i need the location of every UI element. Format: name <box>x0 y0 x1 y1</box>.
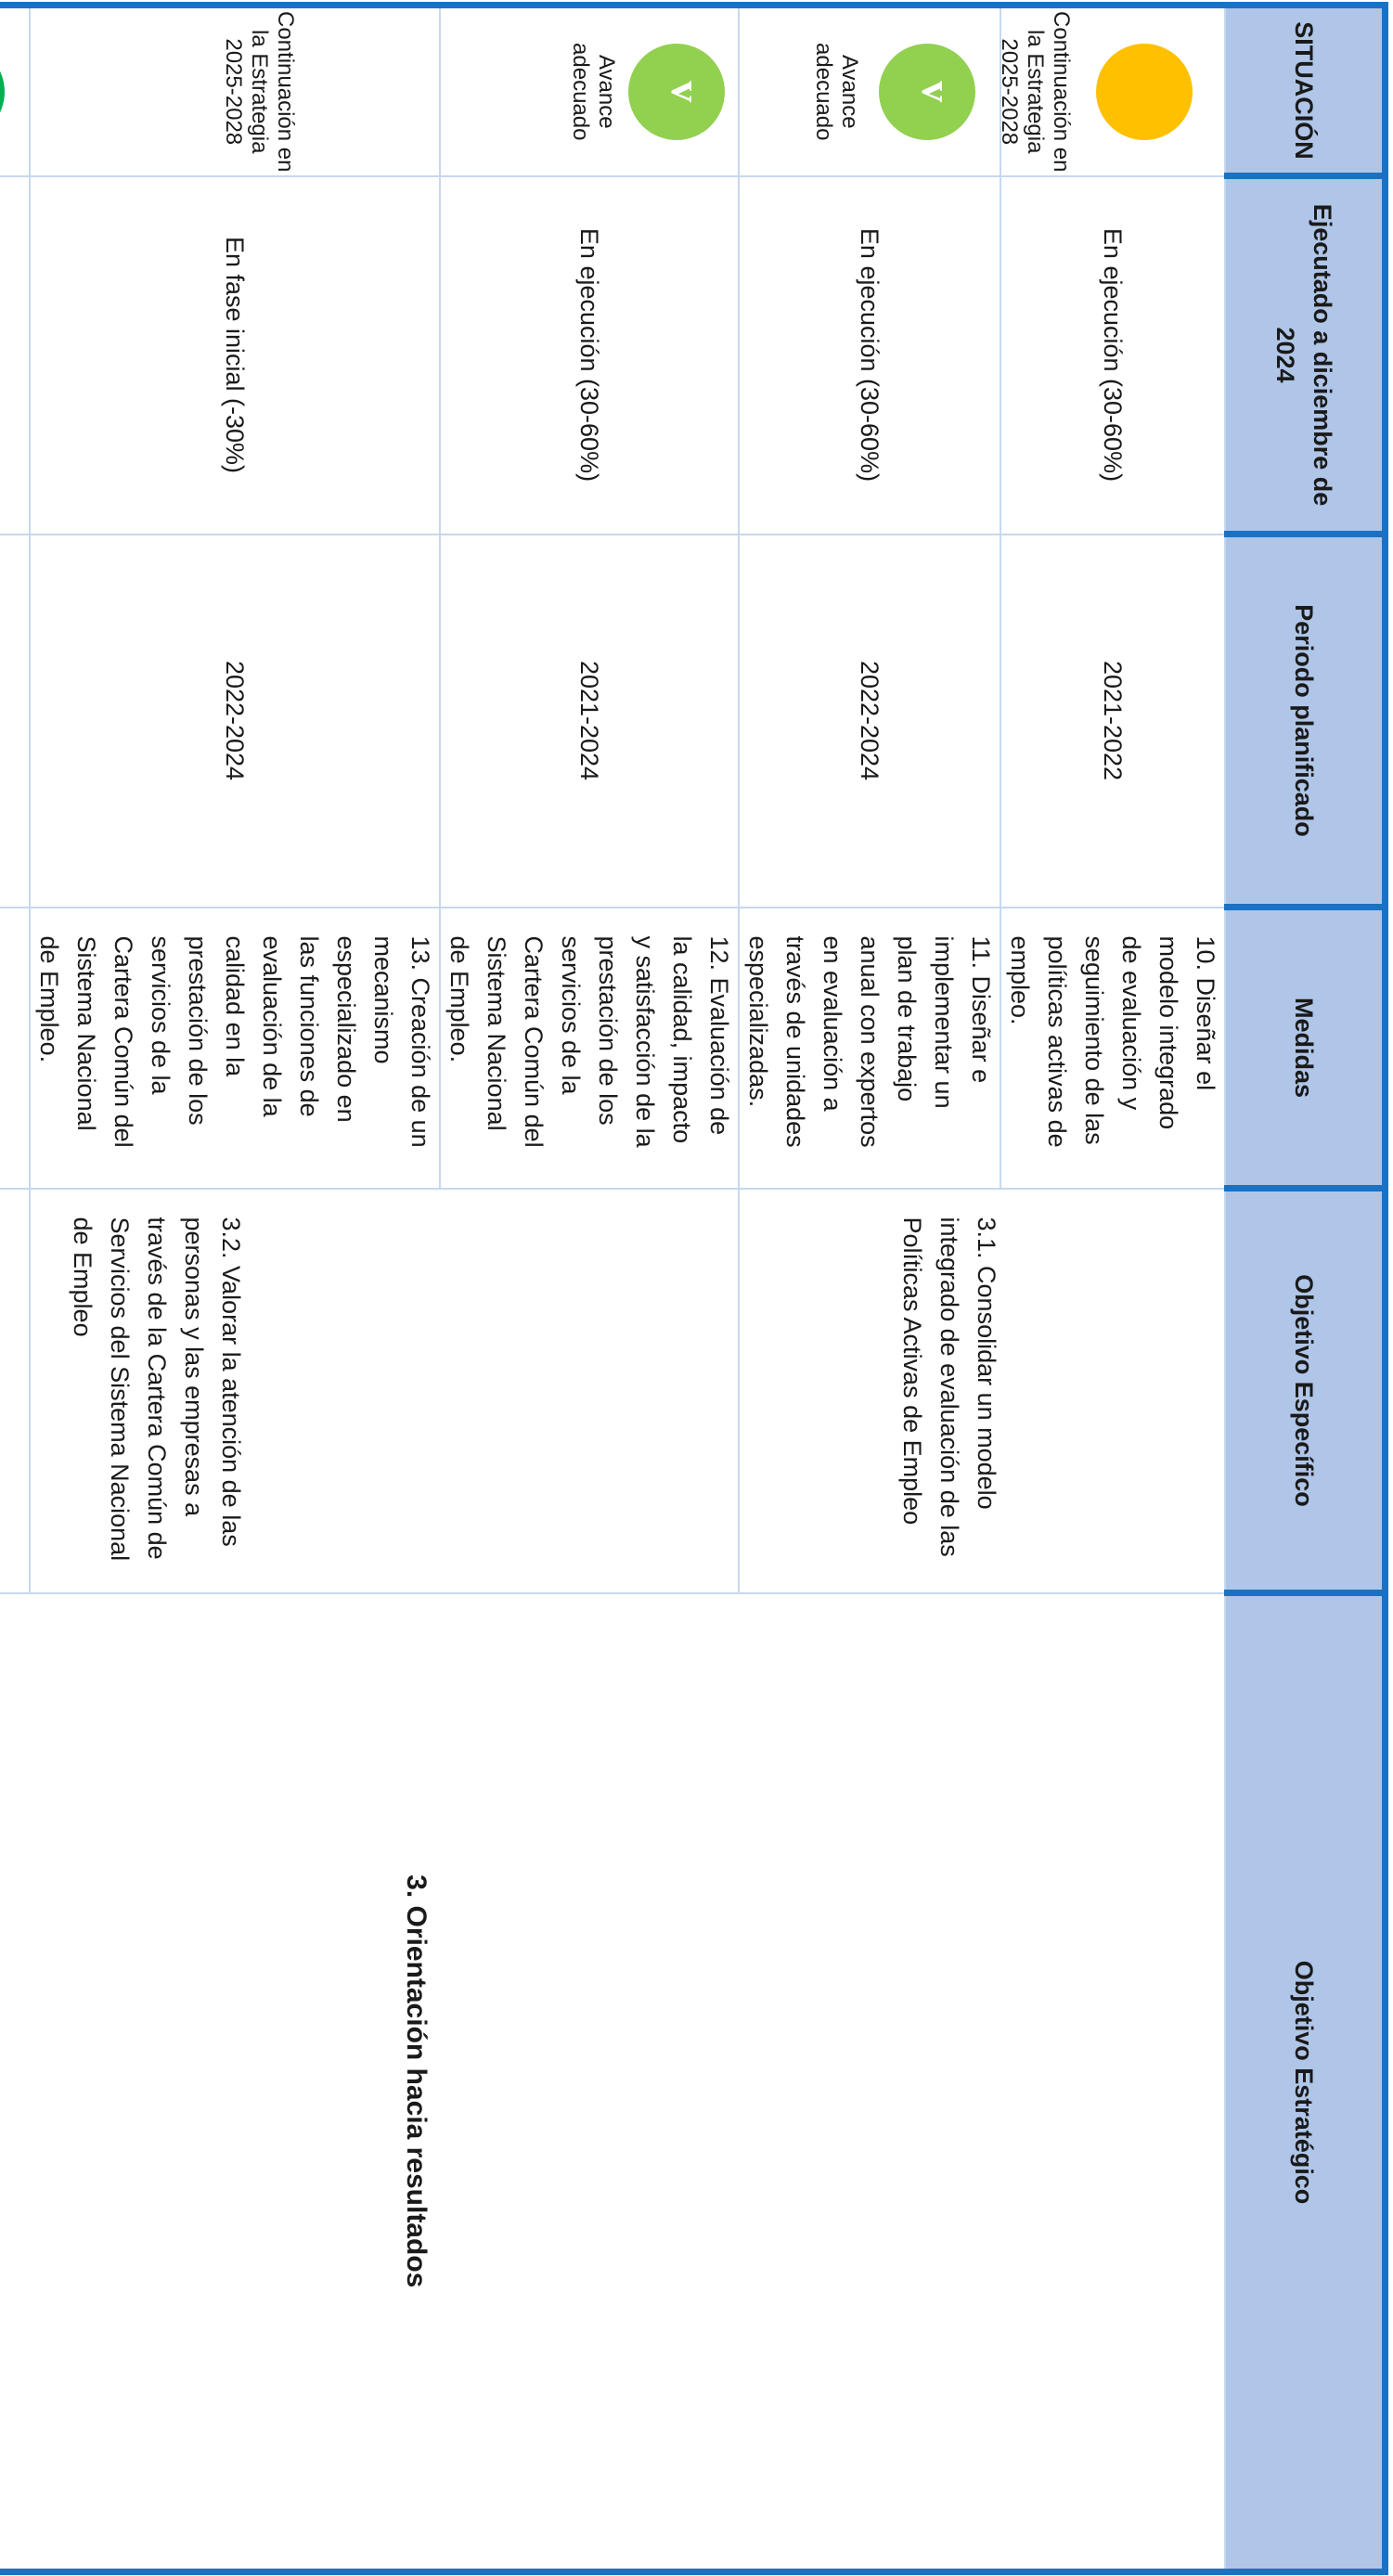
period-cell: 2022-2024 <box>31 535 441 908</box>
measure-cell: 11. Diseñar e implementar un plan de trabajo anual con expertos en evaluación a través de unidades especializadas. <box>740 908 1001 1189</box>
status-text: Avance adecuado <box>568 43 620 141</box>
progress-table <box>0 2 1388 2575</box>
check-circle-icon <box>0 44 6 140</box>
status-cell <box>997 6 1226 176</box>
status-cell <box>441 6 740 176</box>
executed-cell: En ejecución (30-60%) <box>740 176 1001 535</box>
header-objetivo-estrategico: Objetivo Estratégico <box>1226 1593 1386 2572</box>
header-ejecutado: Ejecutado a diciembre de 2024 <box>1226 176 1386 535</box>
header-situacion: SITUACIÓN <box>1226 6 1386 176</box>
specific-objective-cell <box>0 1189 31 1593</box>
check-circle-icon <box>629 44 726 140</box>
check-circle-icon <box>880 44 976 140</box>
measure-cell: 12. Evaluación de la calidad, impacto y satisfacción de la prestación de los servicios de la Cartera Común del Sistema Nacional de Empleo. <box>441 908 740 1189</box>
status-text: Continuación en la Estrategia 2025-2028 <box>997 11 1075 173</box>
period-cell: 2021-2022 <box>1001 535 1226 908</box>
executed-cell: En ejecución (30-60%) <box>441 176 740 535</box>
status-cell <box>0 6 31 176</box>
table-row <box>1001 6 1226 2572</box>
status-cell <box>740 6 1001 176</box>
header-row <box>1226 6 1386 2572</box>
executed-cell: En ejecución (30-60%) <box>1001 176 1226 535</box>
measure-cell: 13. Creación de un mecanismo especializado en las funciones de evaluación de la calidad en la prestación de los servicios de la Cartera Común del Sistema Nacional de Empleo. <box>31 908 441 1189</box>
period-cell <box>0 535 31 908</box>
pending-circle-icon <box>1097 44 1193 140</box>
specific-objective-cell: 3.1. Consolidar un modelo integrado de evaluación de las Políticas Activas de Empleo <box>740 1189 1226 1593</box>
period-cell: 2021-2024 <box>441 535 740 908</box>
specific-objective-cell: 3.2. Valorar la atención de las personas y las empresas a través de la Cartera Común de Servicios del Sistema Nacional de Empleo <box>31 1189 740 1593</box>
period-cell: 2022-2024 <box>740 535 1001 908</box>
status-cell <box>31 6 441 176</box>
executed-cell: En fase inicial (-30%) <box>31 176 441 535</box>
status-text: Continuación en la Estrategia 2025-2028 <box>221 11 299 173</box>
header-periodo: Periodo planificado <box>1226 535 1386 908</box>
header-medidas: Medidas <box>1226 908 1386 1189</box>
status-text: Avance adecuado <box>811 43 863 141</box>
measure-cell <box>0 908 31 1189</box>
header-objetivo-especifico: Objetivo Específico <box>1226 1189 1386 1593</box>
strategic-objective-cell: 3. Orientación hacia resultados <box>0 1593 1226 2572</box>
executed-cell <box>0 176 31 535</box>
measure-cell: 10. Diseñar el modelo integrado de evaluación y seguimiento de las políticas activas de empleo. <box>1001 908 1226 1189</box>
